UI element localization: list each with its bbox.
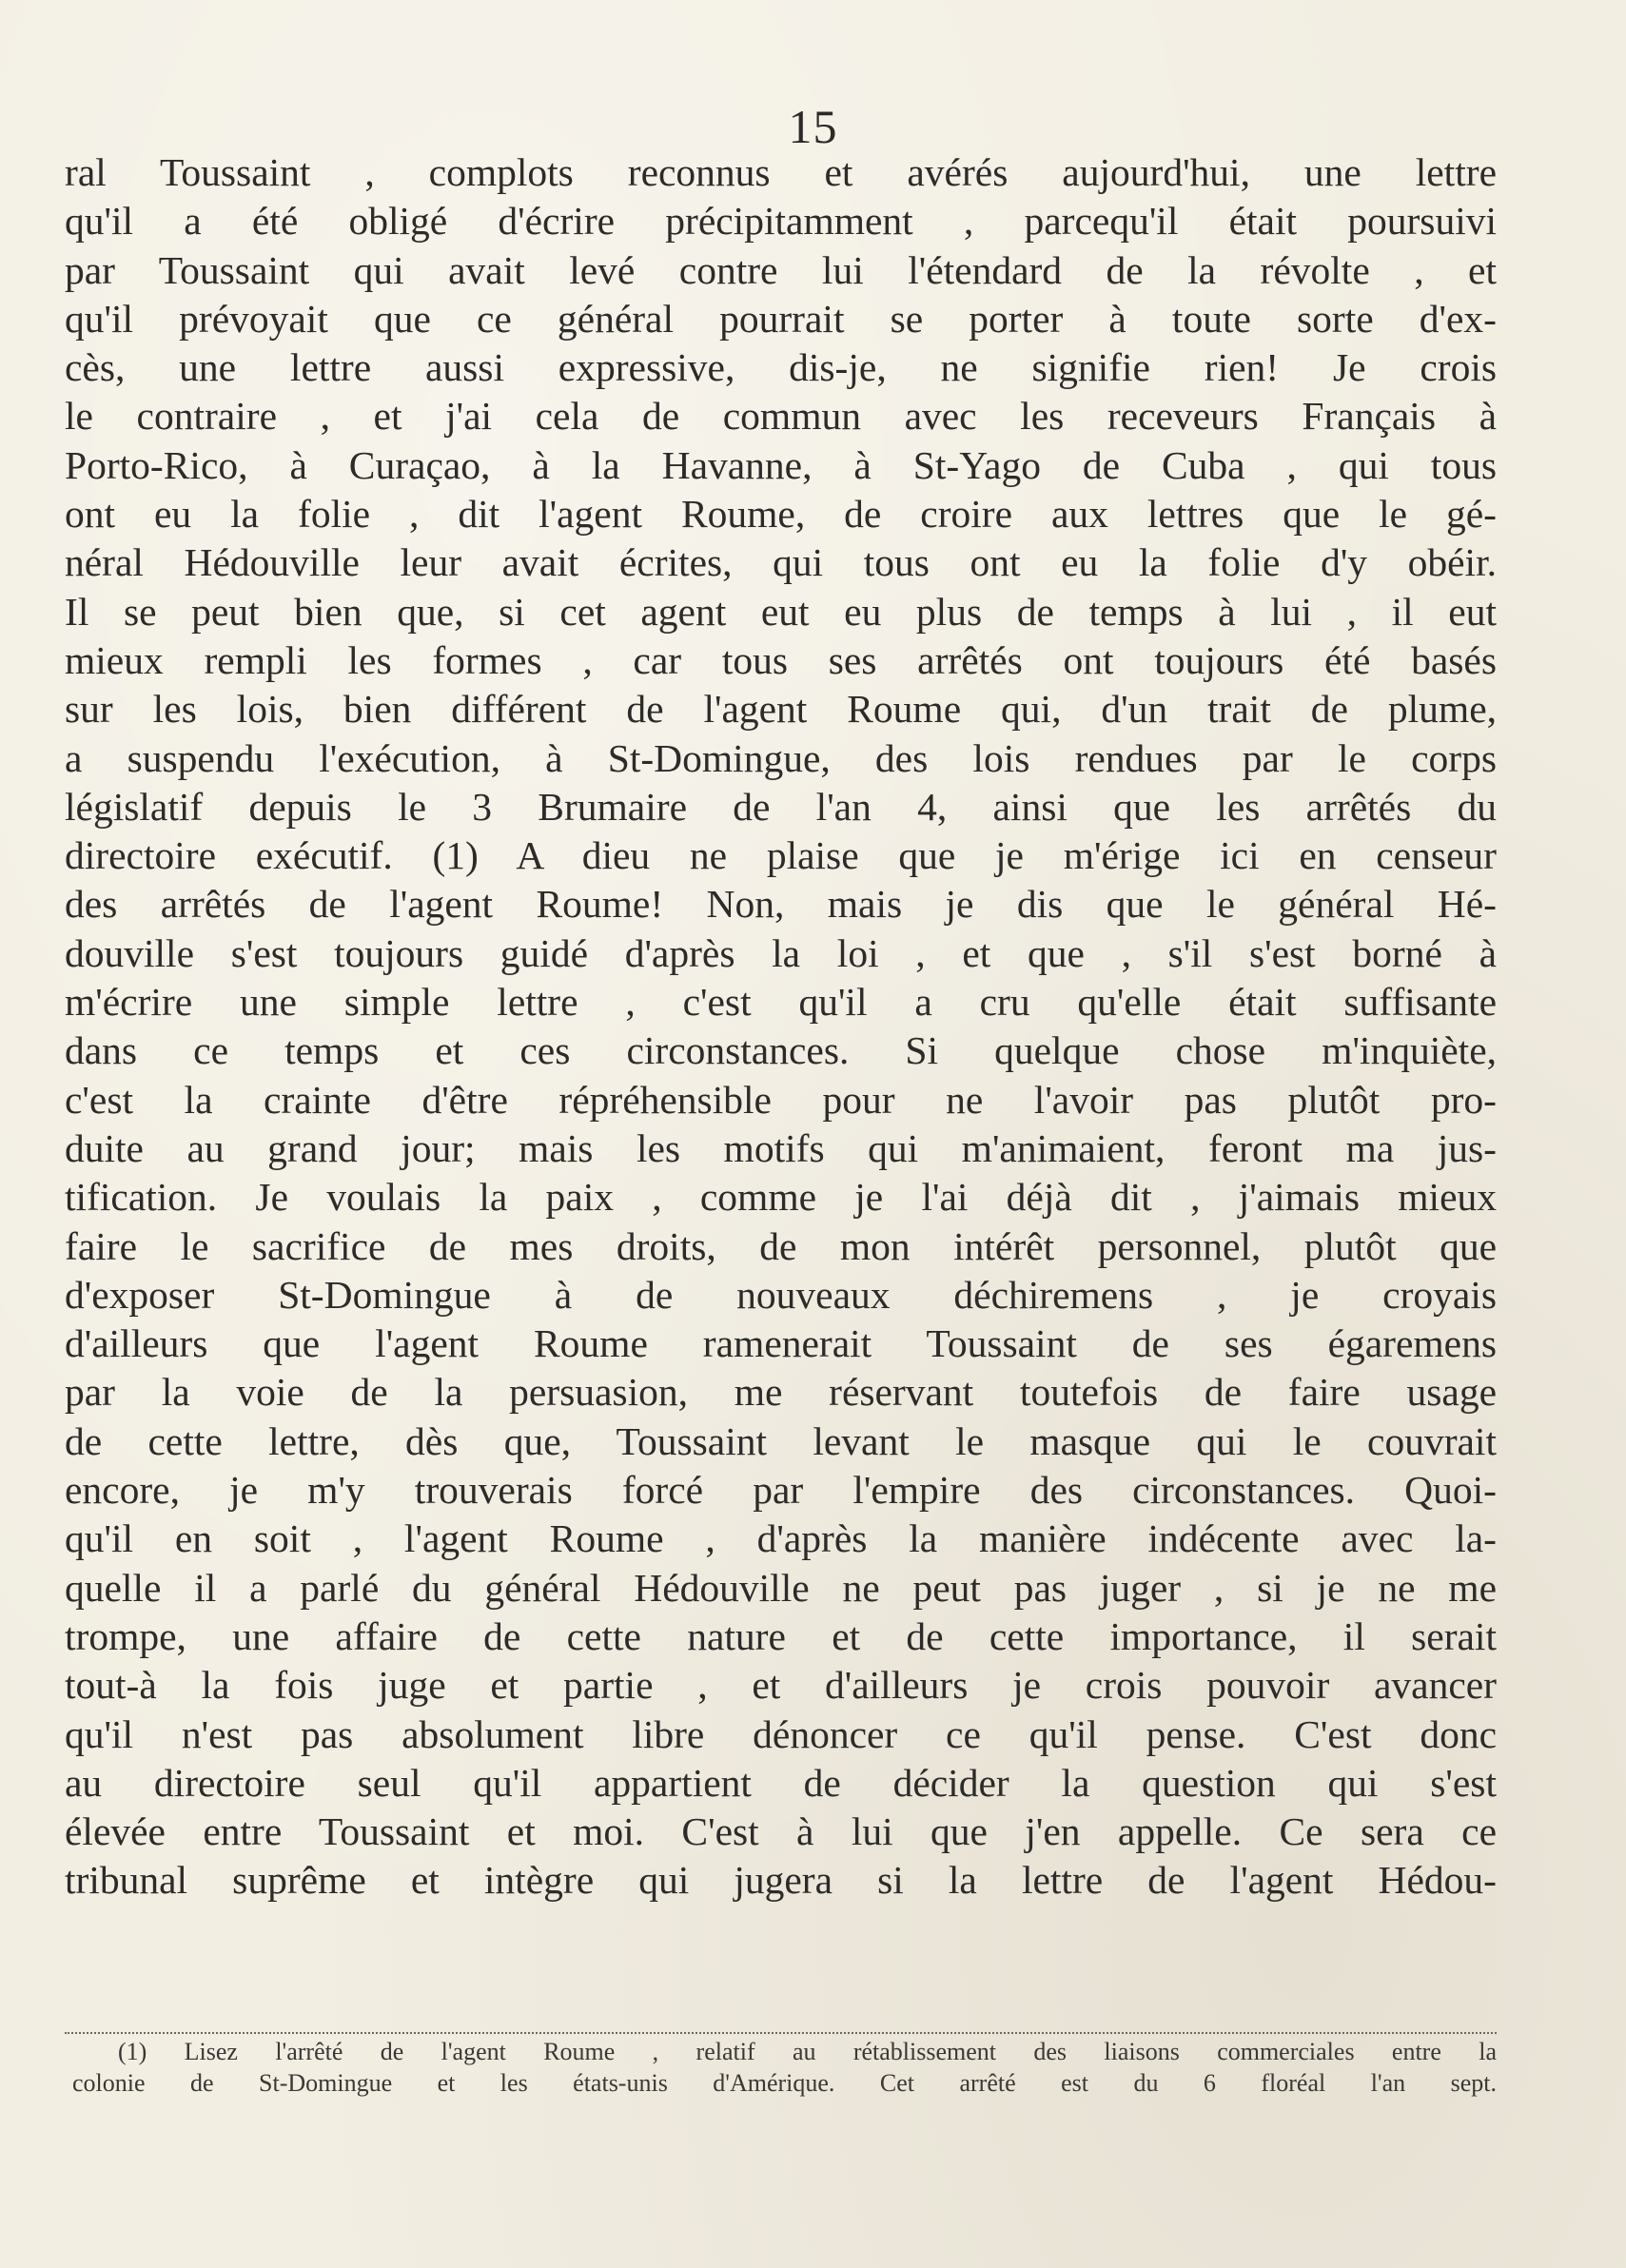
body-line: législatif depuis le 3 Brumaire de l'an 4, ainsi que les arrêtés du [65,784,1497,829]
body-line: des arrêtés de l'agent Roume! Non, mais je dis que le général Hé- [65,882,1497,927]
body-line: douville s'est toujours guidé d'après la loi , et que , s'il s'est borné à [65,930,1497,975]
body-line: par la voie de la persuasion, me réservant toutefois de faire usage [65,1370,1497,1415]
body-line: sur les lois, bien différent de l'agent Roume qui, d'un trait de plume, [65,687,1497,732]
body-line: au directoire seul qu'il appartient de décider la question qui s'est [65,1760,1497,1805]
body-line: duite au grand jour; mais les motifs qui m'animaient, feront ma jus- [65,1125,1497,1170]
body-line: tification. Je voulais la paix , comme je l'ai déjà dit , j'aimais mieux [65,1175,1497,1220]
body-line: le contraire , et j'ai cela de commun avec les receveurs Français à [65,394,1497,439]
body-line: qu'il a été obligé d'écrire précipitamment , parcequ'il était poursuivi [65,199,1497,244]
body-line: ral Toussaint , complots reconnus et avérés aujourd'hui, une lettre [65,150,1497,194]
body-line: dans ce temps et ces circonstances. Si quelque chose m'inquiète, [65,1028,1497,1073]
body-line: c'est la crainte d'être répréhensible pour ne l'avoir pas plutôt pro- [65,1077,1497,1122]
body-line: ont eu la folie , dit l'agent Roume, de croire aux lettres que le gé- [65,492,1497,537]
body-line: Il se peut bien que, si cet agent eut eu plus de temps à lui , il eut [65,589,1497,634]
body-line: encore, je m'y trouverais forcé par l'empire des circonstances. Quoi- [65,1468,1497,1513]
body-line: faire le sacrifice de mes droits, de mon intérêt personnel, plutôt que [65,1223,1497,1268]
body-line: a suspendu l'exécution, à St-Domingue, des lois rendues par le corps [65,735,1497,780]
body-line: trompe, une affaire de cette nature et de cette importance, il serait [65,1613,1497,1658]
body-line: tribunal suprême et intègre qui jugera si la lettre de l'agent Hédou- [65,1858,1497,1903]
body-line: tout-à la fois juge et partie , et d'ailleurs je crois pouvoir avancer [65,1663,1497,1708]
body-line: de cette lettre, dès que, Toussaint levant le masque qui le couvrait [65,1418,1497,1463]
body-line: Porto-Rico, à Curaçao, à la Havanne, à St-Yago de Cuba , qui tous [65,442,1497,487]
footnote-separator [65,2032,1497,2034]
body-line: cès, une lettre aussi expressive, dis-je, ne signifie rien! Je crois [65,345,1497,390]
body-line: élevée entre Toussaint et moi. C'est à lui que j'en appelle. Ce sera ce [65,1809,1497,1854]
body-text [65,148,1497,1906]
body-line: mieux rempli les formes , car tous ses arrêtés ont toujours été basés [65,637,1497,682]
body-line: qu'il n'est pas absolument libre dénoncer ce qu'il pense. C'est donc [65,1711,1497,1756]
body-line: néral Hédouville leur avait écrites, qui tous ont eu la folie d'y obéir. [65,540,1497,585]
body-line: directoire exécutif. (1) A dieu ne plaise que je m'érige ici en censeur [65,833,1497,878]
footnote [72,2036,1497,2099]
body-line: d'exposer St-Domingue à de nouveaux déchiremens , je croyais [65,1272,1497,1317]
page-number: 15 [788,100,838,153]
body-line: qu'il prévoyait que ce général pourrait se porter à toute sorte d'ex- [65,296,1497,341]
body-line: d'ailleurs que l'agent Roume ramenerait Toussaint de ses égaremens [65,1321,1497,1366]
body-line: quelle il a parlé du général Hédouville ne peut pas juger , si je ne me [65,1565,1497,1610]
body-line: m'écrire une simple lettre , c'est qu'il a cru qu'elle était suffisante [65,980,1497,1025]
body-line: par Toussaint qui avait levé contre lui l'étendard de la révolte , et [65,247,1497,292]
body-line: qu'il en soit , l'agent Roume , d'après la manière indécente avec la- [65,1516,1497,1561]
footnote-line: (1) Lisez l'arrêté de l'agent Roume , relatif au rétablissement des liaisons commerciales entre la [118,2038,1497,2065]
footnote-line: colonie de St-Domingue et les états-unis d'Amérique. Cet arrêté est du 6 floréal l'an sept. [72,2069,1497,2097]
